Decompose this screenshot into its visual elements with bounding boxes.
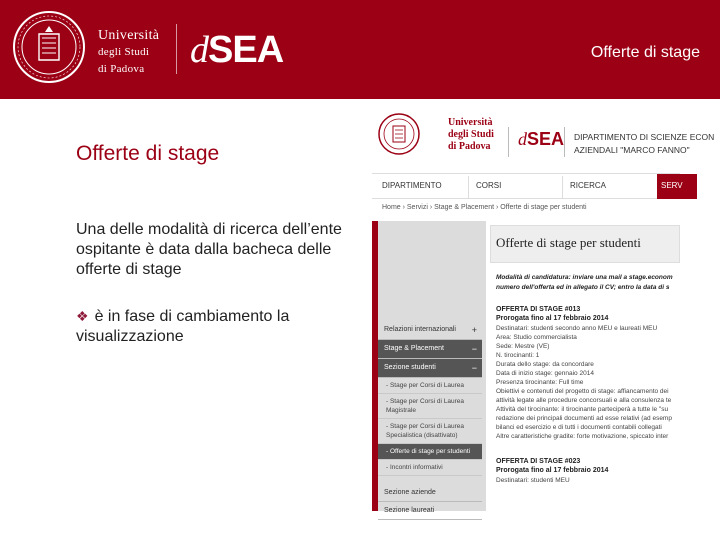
header-divider	[176, 24, 177, 74]
nav-divider	[562, 176, 563, 198]
submenu-incontri-informativi[interactable]: - Incontri informativi	[378, 460, 482, 476]
slide-title: Offerte di stage	[76, 142, 220, 165]
header-band	[0, 0, 720, 99]
site-top-nav	[372, 173, 683, 199]
diamond-bullet-icon: ❖	[76, 308, 89, 324]
collapse-icon: −	[471, 344, 477, 354]
offer-title: OFFERTA DI STAGE #013	[496, 306, 581, 313]
offer-detail-line: Destinatari: studenti secondo anno MEU e laureati MEU	[496, 325, 658, 332]
submenu-stage-laurea-specialistica[interactable]: - Stage per Corsi di Laurea Specialistica (disattivato)	[378, 419, 482, 444]
collapse-icon: −	[471, 363, 477, 373]
offer-detail-line: redazione dei principali documenti ad esse relativi (ad esemp	[496, 415, 672, 422]
submenu-stage-laurea[interactable]: - Stage per Corsi di Laurea	[378, 378, 482, 394]
site-header-divider	[564, 127, 565, 157]
offer-detail-line: Sede: Mestre (VE)	[496, 343, 550, 350]
university-line-2: degli Studi	[98, 46, 150, 58]
offer-detail-line: Data di inizio stage: gennaio 2014	[496, 370, 594, 377]
offer-detail-line: bilanci ed esercizio e di tutti i documenti contabili collegati	[496, 424, 662, 431]
nav-servizi[interactable]: SERV	[657, 174, 697, 199]
expand-icon: +	[471, 325, 477, 335]
university-seal-icon	[378, 113, 420, 155]
site-header-divider	[508, 127, 509, 157]
site-department-line-2: AZIENDALI "MARCO FANNO"	[574, 145, 690, 155]
sidebar-item-label: Stage & Placement	[384, 345, 444, 352]
sidebar-item-stage-placement[interactable]	[378, 340, 482, 359]
offer-detail-line: Area: Studio commercialista	[496, 334, 577, 341]
offer-013-head	[496, 305, 680, 323]
sidebar-item-sezione-laureati[interactable]: Sezione laureati	[378, 502, 482, 520]
dsea-logo	[190, 30, 283, 70]
slide-bullet-text: è in fase di cambiamento la visualizzazione	[76, 308, 290, 345]
offer-detail-line: Destinatari: studenti MEU	[496, 477, 570, 484]
site-university-name	[448, 117, 494, 153]
nav-ricerca[interactable]: RICERCA	[570, 181, 607, 190]
offer-detail-line: Altre caratteristiche gradite: forte motivazione, spiccato inter	[496, 433, 669, 440]
submenu-offerte-stage[interactable]: - Offerte di stage per studenti	[378, 444, 482, 460]
university-line-3: di Padova	[98, 63, 145, 75]
intro-line: numero dell'offerta ed in allegato il CV; entro la data di s	[496, 284, 670, 291]
offer-013-details	[496, 324, 680, 441]
nav-corsi[interactable]: CORSI	[476, 181, 502, 190]
sidebar-item-label: Relazioni internazionali	[384, 326, 456, 333]
university-seal-icon	[12, 10, 86, 84]
main-content	[486, 221, 680, 511]
site-dsea-logo[interactable]	[518, 129, 564, 150]
nav-dipartimento[interactable]: DIPARTIMENTO	[382, 181, 442, 190]
sidebar-menu	[378, 321, 482, 520]
site-university-line-3: di Padova	[448, 141, 491, 152]
offer-deadline: Prorogata fino al 17 febbraio 2014	[496, 315, 609, 322]
offer-title: OFFERTA DI STAGE #023	[496, 458, 581, 465]
offer-023-head	[496, 457, 680, 475]
header-title: Offerte di stage	[590, 44, 700, 61]
site-dsea-logo-text: dSEA	[518, 129, 565, 149]
sidebar-item-label: Sezione studenti	[384, 364, 436, 371]
offer-detail-line: Obiettivi e contenuti del progetto di stage: affiancamento dei	[496, 388, 669, 395]
nav-divider	[468, 176, 469, 198]
slide-bullet	[76, 306, 346, 347]
sidebar-item-sezione-aziende[interactable]: Sezione aziende	[378, 484, 482, 502]
offer-deadline: Prorogata fino al 17 febbraio 2014	[496, 467, 609, 474]
slide-paragraph: Una delle modalità di ricerca dell’ente ospitante è data dalla bacheca delle offerte di stage	[76, 221, 342, 278]
offer-detail-line: attività legate alle procedure concorsuali e alla consulenza te	[496, 397, 672, 404]
offer-detail-line: N. tirocinanti: 1	[496, 352, 540, 359]
offer-detail-line: Presenza tirocinante: Full time	[496, 379, 584, 386]
sidebar-item-sezione-studenti[interactable]	[378, 359, 482, 378]
site-university-line-2: degli Studi	[448, 129, 494, 140]
offer-detail-line: Durata dello stage: da concordare	[496, 361, 594, 368]
offer-023-details	[496, 476, 680, 485]
breadcrumb[interactable]: Home › Servizi › Stage & Placement › Offerte di stage per studenti	[382, 204, 587, 211]
sidebar-item-relazioni-internazionali[interactable]	[378, 321, 482, 340]
site-university-line-1: Università	[448, 117, 493, 128]
intro-line: Modalità di candidatura: inviare una mail a stage.econom	[496, 274, 673, 281]
site-department-line-1: DIPARTIMENTO DI SCIENZE ECON	[574, 132, 715, 142]
offer-detail-line: Attività del tirocinante: il tirocinante parteciperà a tutte le "su	[496, 406, 669, 413]
university-line-1: Università	[98, 28, 160, 43]
content-title: Offerte di stage per studenti	[496, 235, 641, 250]
dsea-logo-text: dSEA	[190, 29, 284, 71]
intro-text	[496, 273, 680, 293]
website-screenshot	[372, 105, 715, 514]
university-name	[98, 27, 159, 78]
submenu-stage-laurea-magistrale[interactable]: - Stage per Corsi di Laurea Magistrale	[378, 394, 482, 419]
site-department-name	[574, 131, 714, 157]
